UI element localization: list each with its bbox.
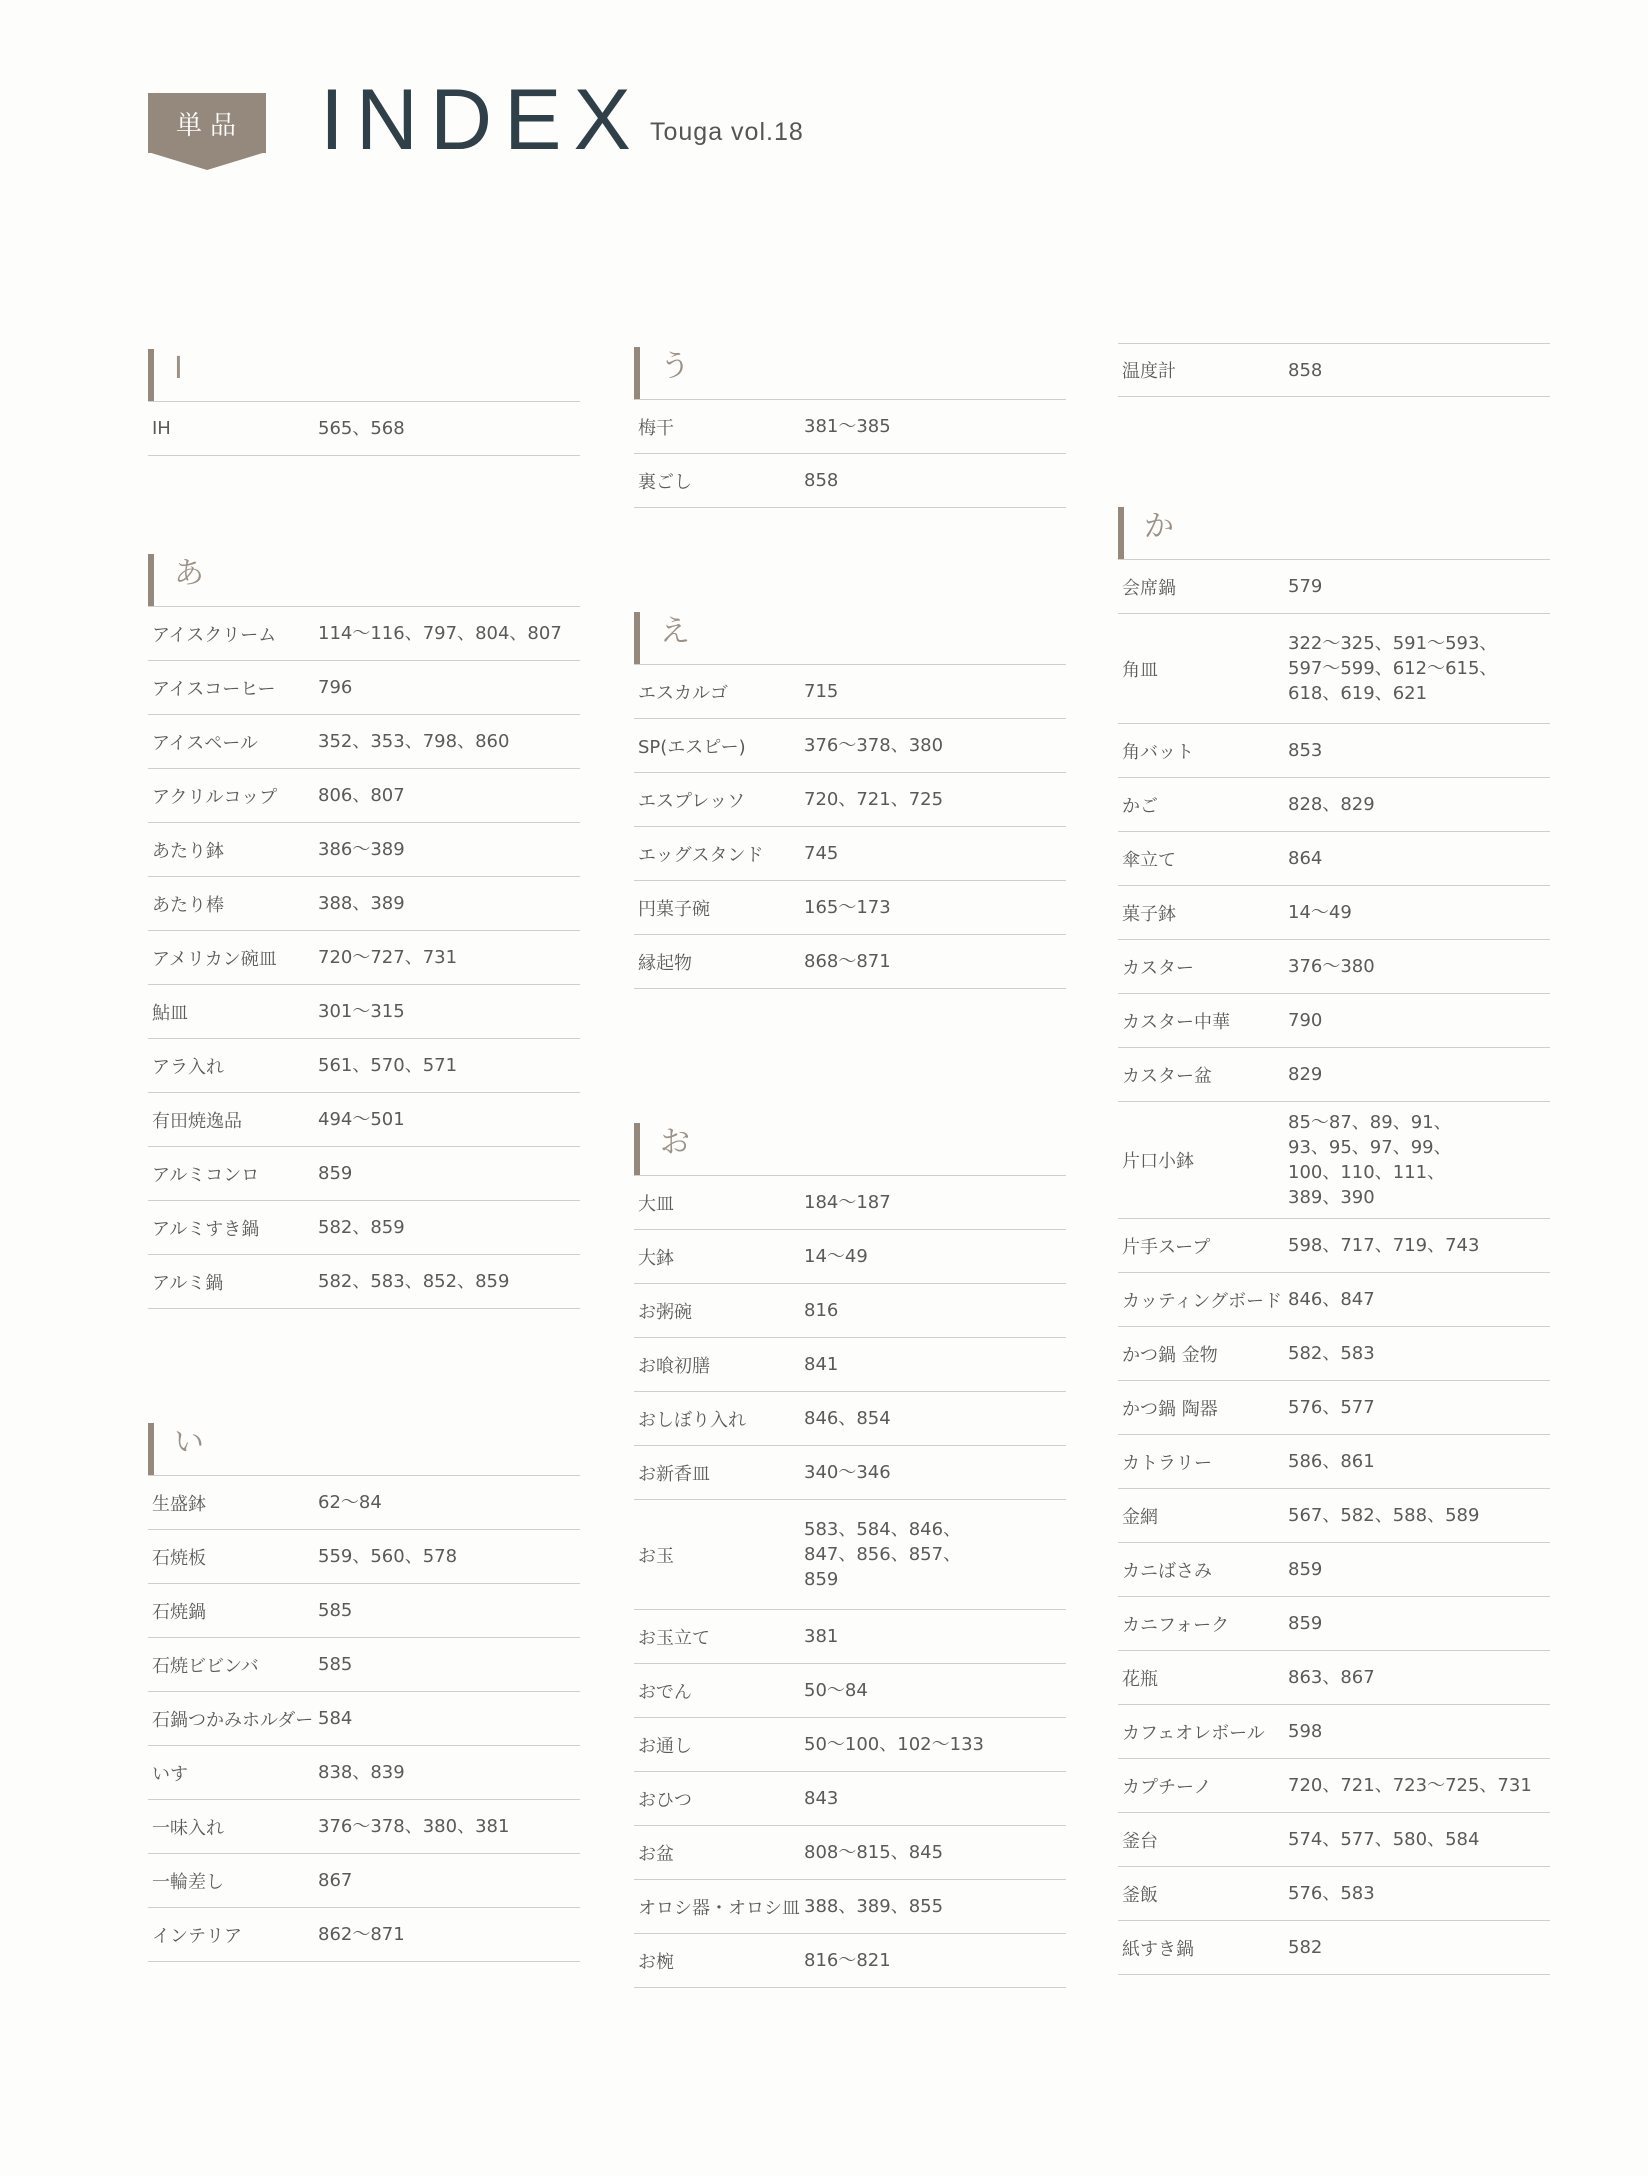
index-section — [634, 1119, 1066, 1988]
entry-pages: 567、582、588、589 — [1288, 1505, 1480, 1526]
entry-term: お玉立て — [638, 1627, 710, 1649]
entry-pages: 720〜727、731 — [318, 947, 458, 968]
entry-pages: 816 — [804, 1300, 839, 1321]
entry-pages: 598 — [1288, 1721, 1323, 1742]
entry-term: お椀 — [638, 1951, 674, 1973]
index-entry — [148, 1584, 580, 1638]
entry-term: 温度計 — [1122, 361, 1176, 382]
entry-term: 円菓子碗 — [638, 898, 710, 920]
entry-term: 生盛鉢 — [152, 1493, 206, 1515]
entry-term: アラ入れ — [152, 1056, 224, 1078]
page-subtitle: Touga vol.18 — [650, 118, 804, 146]
entry-pages: 582、859 — [318, 1217, 405, 1238]
index-entry — [148, 769, 580, 823]
index-entry — [148, 931, 580, 985]
entry-term: 大鉢 — [638, 1247, 674, 1269]
entry-pages: 14〜49 — [1288, 902, 1352, 923]
entry-pages: 838、839 — [318, 1762, 405, 1783]
entry-pages: 352、353、798、860 — [318, 731, 510, 752]
index-entry — [148, 1476, 580, 1530]
index-entry — [1118, 886, 1550, 940]
entry-term: SP(エスピー) — [638, 736, 746, 758]
entry-pages: 494〜501 — [318, 1109, 405, 1130]
index-section — [634, 343, 1066, 508]
entry-term: 会席鍋 — [1122, 577, 1176, 599]
index-entry — [1118, 1597, 1550, 1651]
index-entry — [148, 1201, 580, 1255]
index-entry — [1118, 1489, 1550, 1543]
index-entry — [1118, 343, 1550, 397]
category-tag-pointer — [148, 152, 266, 170]
entry-pages: 114〜116、797、804、807 — [318, 623, 562, 644]
entry-pages: 576、583 — [1288, 1883, 1375, 1904]
entry-pages: 808〜815、845 — [804, 1842, 944, 1863]
section-header — [634, 1119, 1066, 1176]
entry-term: アイスクリーム — [152, 624, 277, 646]
index-entry — [1118, 1813, 1550, 1867]
entry-pages: 859 — [1288, 1559, 1323, 1580]
entry-term: エスプレッソ — [638, 790, 746, 812]
entry-pages: 579 — [1288, 576, 1323, 597]
index-entry — [1118, 614, 1550, 724]
section-letter: か — [1144, 509, 1174, 544]
category-tag: 単品 — [148, 93, 266, 153]
index-entry — [634, 1284, 1066, 1338]
entry-pages: 50〜100、102〜133 — [804, 1734, 984, 1755]
index-entry — [634, 1826, 1066, 1880]
index-entry — [634, 1934, 1066, 1988]
index-column-3 — [1118, 343, 1550, 1975]
index-entry — [148, 1255, 580, 1309]
index-entry — [634, 935, 1066, 989]
index-entry — [1118, 832, 1550, 886]
index-entry — [1118, 1327, 1550, 1381]
entry-term: かつ鍋 陶器 — [1122, 1398, 1218, 1420]
index-section — [1118, 503, 1550, 1975]
entry-term: 梅干 — [638, 417, 674, 439]
entry-term: 菓子鉢 — [1122, 903, 1176, 925]
entry-term: 一輪差し — [152, 1871, 224, 1893]
index-entry — [1118, 1921, 1550, 1975]
entry-term: アイスペール — [152, 732, 258, 754]
entry-term: お通し — [638, 1735, 692, 1757]
entry-term: あたり棒 — [152, 894, 224, 916]
index-entry — [148, 661, 580, 715]
section-marker — [148, 554, 154, 606]
entry-pages: 559、560、578 — [318, 1546, 458, 1567]
entry-term: おでん — [638, 1681, 692, 1703]
index-entry — [148, 1746, 580, 1800]
entry-term: 釜飯 — [1122, 1884, 1158, 1906]
entry-pages: 165〜173 — [804, 897, 891, 918]
entry-term: IH — [152, 418, 171, 439]
entry-pages: 859 — [318, 1163, 353, 1184]
section-header — [148, 1419, 580, 1476]
entry-pages: 386〜389 — [318, 839, 405, 860]
index-entry — [634, 719, 1066, 773]
entry-term: カスター — [1122, 957, 1194, 979]
entry-pages: 806、807 — [318, 785, 405, 806]
section-header — [1118, 503, 1550, 560]
entry-term: おひつ — [638, 1789, 692, 1811]
entry-pages: 301〜315 — [318, 1001, 405, 1022]
index-entry — [1118, 1435, 1550, 1489]
entry-pages: 863、867 — [1288, 1667, 1375, 1688]
entry-term: インテリア — [152, 1925, 242, 1947]
entry-pages: 388、389、855 — [804, 1896, 944, 1917]
index-entry — [1118, 778, 1550, 832]
entry-term: カニばさみ — [1122, 1560, 1212, 1582]
entry-pages: 790 — [1288, 1010, 1323, 1031]
entry-term: カスター盆 — [1122, 1065, 1212, 1087]
entry-term: 金網 — [1122, 1506, 1158, 1528]
index-entry — [1118, 1273, 1550, 1327]
entry-pages: 868〜871 — [804, 951, 891, 972]
index-entry — [1118, 1867, 1550, 1921]
entry-pages: 858 — [804, 470, 839, 491]
entry-term: カッティングボード — [1122, 1290, 1283, 1312]
entry-term: お盆 — [638, 1843, 674, 1865]
entry-term: 釜台 — [1122, 1830, 1158, 1852]
entry-term: 花瓶 — [1122, 1668, 1158, 1690]
index-entry — [148, 1638, 580, 1692]
entry-pages: 598、717、719、743 — [1288, 1235, 1480, 1256]
entry-term: 一味入れ — [152, 1817, 224, 1839]
page-header — [0, 0, 1648, 200]
entry-pages: 184〜187 — [804, 1192, 891, 1213]
entry-pages: 867 — [318, 1870, 353, 1891]
entry-term: オロシ器・オロシ皿 — [638, 1897, 800, 1919]
entry-pages: 715 — [804, 681, 839, 702]
entry-pages: 816〜821 — [804, 1950, 891, 1971]
index-entry — [634, 1446, 1066, 1500]
entry-pages: 720、721、723〜725、731 — [1288, 1775, 1532, 1796]
entry-term: 石焼ビビンバ — [152, 1655, 259, 1677]
entry-pages: 859 — [1288, 1613, 1323, 1634]
index-entry — [148, 1800, 580, 1854]
entry-term: お喰初膳 — [638, 1355, 710, 1377]
entry-pages: 376〜378、380、381 — [318, 1816, 510, 1837]
index-entry — [634, 1610, 1066, 1664]
section-marker — [634, 1123, 640, 1175]
entry-term: カニフォーク — [1122, 1614, 1230, 1636]
entry-pages: 841 — [804, 1354, 839, 1375]
entry-term: カスター中華 — [1122, 1011, 1230, 1033]
section-letter: え — [660, 614, 690, 649]
entry-pages: 14〜49 — [804, 1246, 868, 1267]
entry-pages: 381〜385 — [804, 416, 891, 437]
entry-term: 石焼鍋 — [152, 1601, 206, 1623]
entry-term: アルミコンロ — [152, 1164, 260, 1186]
index-entry — [634, 1880, 1066, 1934]
index-section — [634, 608, 1066, 989]
entry-pages: 585 — [318, 1654, 353, 1675]
entry-pages: 583、584、846、847、856、857、859 — [804, 1519, 962, 1590]
index-entry — [148, 823, 580, 877]
index-entry — [1118, 1381, 1550, 1435]
entry-term: アルミすき鍋 — [152, 1218, 260, 1240]
index-entry — [148, 1530, 580, 1584]
entry-term: いす — [152, 1763, 188, 1785]
entry-term: 裏ごし — [638, 471, 692, 493]
entry-pages: 829 — [1288, 1064, 1323, 1085]
section-letter: い — [174, 1425, 204, 1460]
index-entry — [148, 402, 580, 456]
entry-term: お新香皿 — [638, 1463, 710, 1485]
entry-pages: 862〜871 — [318, 1924, 405, 1945]
index-entry — [634, 665, 1066, 719]
entry-pages: 796 — [318, 677, 353, 698]
index-entry — [1118, 1219, 1550, 1273]
index-entry — [148, 877, 580, 931]
index-entry — [148, 1093, 580, 1147]
index-entry — [148, 1692, 580, 1746]
entry-term: お玉 — [638, 1545, 674, 1567]
entry-pages: 565、568 — [318, 418, 405, 439]
entry-pages: 585 — [318, 1600, 353, 1621]
entry-pages: 574、577、580、584 — [1288, 1829, 1480, 1850]
index-entry — [148, 985, 580, 1039]
entry-term: 有田焼逸品 — [152, 1110, 242, 1132]
entry-pages: 85〜87、89、91、93、95、97、99、100、110、111、389、390 — [1288, 1112, 1452, 1208]
entry-pages: 858 — [1288, 359, 1323, 381]
section-marker — [634, 612, 640, 664]
index-entry — [148, 1854, 580, 1908]
index-entry — [148, 1908, 580, 1962]
entry-term: 石焼板 — [152, 1547, 206, 1569]
index-entry — [634, 1772, 1066, 1826]
entry-term: 角バット — [1122, 741, 1194, 763]
index-entry — [634, 827, 1066, 881]
entry-pages: 582 — [1288, 1937, 1323, 1958]
entry-term: アメリカン碗皿 — [152, 948, 277, 970]
entry-pages: 843 — [804, 1788, 839, 1809]
section-marker — [1118, 507, 1124, 559]
entry-term: あたり鉢 — [152, 840, 224, 862]
entry-pages: 846、854 — [804, 1408, 891, 1429]
index-entry — [1118, 1651, 1550, 1705]
index-entry — [1118, 1048, 1550, 1102]
entry-term: 紙すき鍋 — [1122, 1938, 1194, 1960]
index-entry — [1118, 1102, 1550, 1219]
index-entry — [634, 1176, 1066, 1230]
index-entry — [1118, 1705, 1550, 1759]
entry-term: カフェオレボール — [1122, 1722, 1265, 1744]
entry-pages: 582、583 — [1288, 1343, 1375, 1364]
entry-pages: 582、583、852、859 — [318, 1271, 510, 1292]
entry-term: エッグスタンド — [638, 844, 764, 866]
section-header — [634, 343, 1066, 400]
index-entry — [148, 1039, 580, 1093]
entry-pages: 586、861 — [1288, 1451, 1375, 1472]
entry-term: かつ鍋 金物 — [1122, 1344, 1218, 1366]
entry-term: カトラリー — [1122, 1452, 1212, 1474]
entry-pages: 745 — [804, 843, 839, 864]
page-title: INDEX — [320, 72, 643, 168]
section-marker — [634, 347, 640, 399]
entry-term: アルミ鍋 — [152, 1272, 224, 1294]
index-entry — [634, 1230, 1066, 1284]
section-letter: う — [660, 349, 690, 384]
entry-term: アクリルコップ — [152, 786, 278, 808]
index-entry — [1118, 940, 1550, 994]
entry-term: 石鍋つかみホルダー — [152, 1709, 314, 1731]
index-entry — [148, 1147, 580, 1201]
entry-pages: 864 — [1288, 848, 1323, 869]
entry-pages: 322〜325、591〜593、597〜599、612〜615、618、619、621 — [1288, 633, 1498, 704]
entry-term: アイスコーヒー — [152, 678, 276, 700]
entry-term: 縁起物 — [638, 952, 692, 974]
section-header — [148, 550, 580, 607]
index-entry — [1118, 724, 1550, 778]
entry-pages: 388、389 — [318, 893, 405, 914]
section-marker — [148, 349, 154, 401]
entry-term: かご — [1122, 795, 1158, 817]
entry-term: お粥碗 — [638, 1301, 692, 1323]
index-entry — [634, 1338, 1066, 1392]
entry-pages: 828、829 — [1288, 794, 1375, 815]
entry-pages: 50〜84 — [804, 1680, 868, 1701]
entry-term: 大皿 — [638, 1193, 674, 1215]
entry-pages: 576、577 — [1288, 1397, 1375, 1418]
index-section — [148, 1419, 580, 1962]
index-entry — [634, 1718, 1066, 1772]
entry-pages: 584 — [318, 1708, 353, 1729]
index-section-continued — [1118, 343, 1550, 397]
index-entry — [634, 400, 1066, 454]
index-column-1 — [148, 345, 580, 1962]
index-entry — [634, 773, 1066, 827]
index-entry — [1118, 994, 1550, 1048]
entry-term: おしぼり入れ — [638, 1409, 746, 1431]
index-entry — [634, 1500, 1066, 1610]
index-entry — [1118, 560, 1550, 614]
section-letter: お — [660, 1125, 690, 1160]
index-section — [148, 550, 580, 1309]
entry-term: 角皿 — [1122, 659, 1158, 681]
entry-term: 片口小鉢 — [1122, 1151, 1194, 1172]
entry-pages: 376〜380 — [1288, 956, 1375, 977]
index-entry — [634, 1664, 1066, 1718]
entry-term: エスカルゴ — [638, 682, 728, 704]
entry-term: 片手スープ — [1122, 1236, 1211, 1258]
index-entry — [1118, 1759, 1550, 1813]
section-letter: あ — [174, 556, 204, 591]
entry-pages: 376〜378、380 — [804, 735, 944, 756]
entry-pages: 561、570、571 — [318, 1055, 458, 1076]
entry-pages: 846、847 — [1288, 1289, 1375, 1310]
section-header — [634, 608, 1066, 665]
index-section — [148, 345, 580, 456]
section-letter: I — [174, 351, 183, 386]
entry-pages: 340〜346 — [804, 1462, 891, 1483]
entry-pages: 381 — [804, 1626, 839, 1647]
entry-term: カプチーノ — [1122, 1776, 1212, 1798]
entry-pages: 62〜84 — [318, 1492, 382, 1513]
entry-term: 鮎皿 — [152, 1002, 188, 1024]
entry-pages: 720、721、725 — [804, 789, 944, 810]
index-entry — [148, 607, 580, 661]
index-entry — [634, 881, 1066, 935]
section-header — [148, 345, 580, 402]
section-marker — [148, 1423, 154, 1475]
index-column-2 — [634, 343, 1066, 1988]
index-entry — [634, 1392, 1066, 1446]
entry-pages: 853 — [1288, 740, 1323, 761]
index-entry — [634, 454, 1066, 508]
entry-term: 傘立て — [1122, 849, 1176, 871]
index-entry — [1118, 1543, 1550, 1597]
index-entry — [148, 715, 580, 769]
